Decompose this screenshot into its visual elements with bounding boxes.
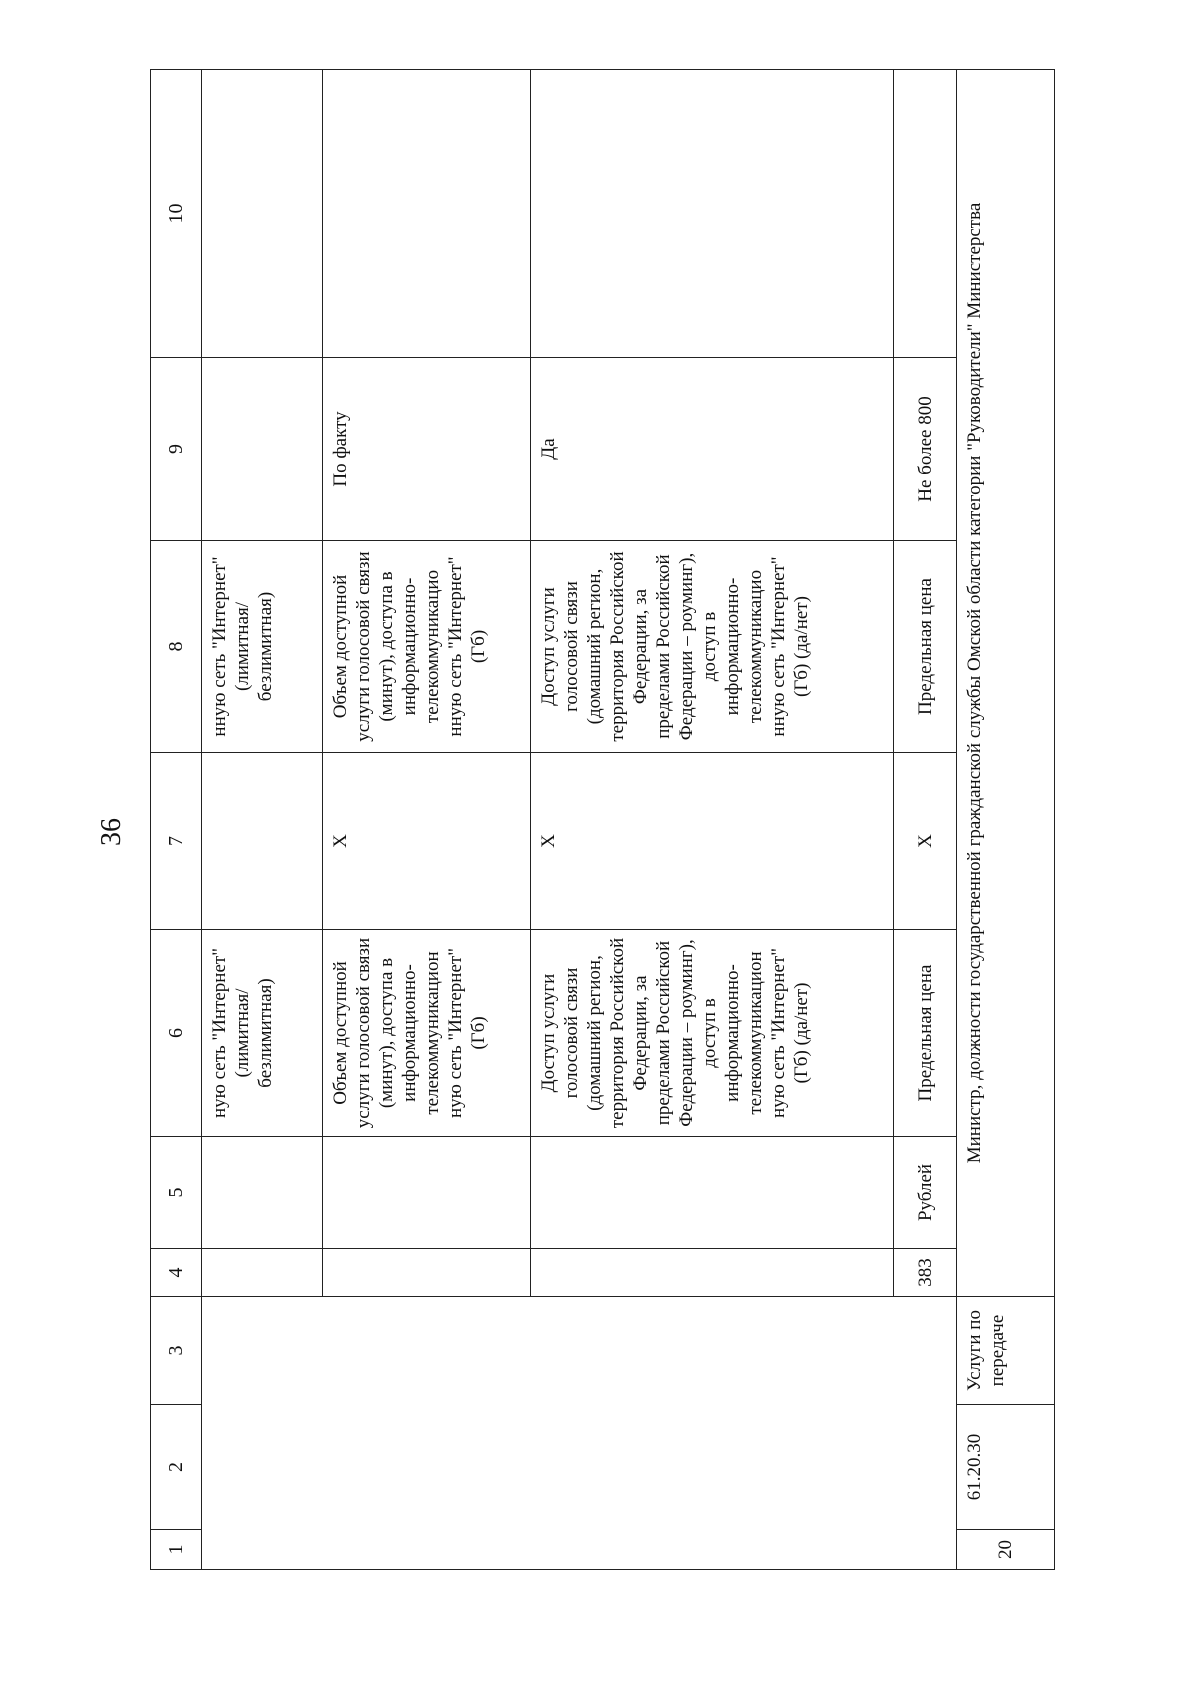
cell-col5: Рублей [894,1137,957,1249]
cell-col7: Х [323,753,531,930]
service-name: Услуги по передаче [957,1297,1055,1405]
page-number: 36 [96,818,127,846]
header-cell: 9 [151,358,202,541]
header-cell: 6 [151,930,202,1137]
okpd-code: 61.20.30 [957,1405,1055,1530]
row-number: 20 [957,1530,1055,1570]
requirements-table [150,69,1055,1570]
empty-cell [202,1137,323,1249]
empty-cell [531,70,894,358]
empty-cell [531,1249,894,1297]
cell-col8: Предельная цена [894,541,957,753]
table-row [202,70,323,1570]
rotated-table-container [150,70,1090,1570]
header-cell: 3 [151,1297,202,1405]
header-cell: 4 [151,1249,202,1297]
cell-col8: нную сеть "Интернет" (лимитная/ безлимитная) [202,541,323,753]
empty-cell [894,70,957,358]
cell-col6: Предельная цена [894,930,957,1137]
cell-col6: Доступ услуги голосовой связи (домашний регион, территория Российской Федерации, за пределами Российской Федерации – роуминг), доступ в информационно-телекоммуникацион ную сеть "Интернет" (Гб) (да/нет) [531,930,894,1137]
empty-cell [531,1137,894,1249]
empty-cell [323,1249,531,1297]
header-row [151,70,202,1570]
header-cell: 2 [151,1405,202,1530]
cell-col7: Х [894,753,957,930]
empty-cell [202,70,323,358]
header-cell: 1 [151,1530,202,1570]
cell-col8: Объем доступной услуги голосовой связи (минут), доступа в информационно-телекоммуникацио нную сеть "Интернет" (Гб) [323,541,531,753]
empty-cell [202,753,323,930]
cell-col9: Не более 800 [894,358,957,541]
cell-col6: Объем доступной услуги голосовой связи (минут), доступа в информационно-телекоммуникацион ную сеть "Интернет" (Гб) [323,930,531,1137]
header-cell: 10 [151,70,202,358]
cell-col6: ную сеть "Интернет" (лимитная/ безлимитная) [202,930,323,1137]
empty-cell [202,358,323,541]
table-row [957,70,1055,1570]
empty-cell [202,1297,957,1570]
category-heading: Министр, должности государственной гражданской службы Омской области категории "Руководители" Министерства [957,70,1055,1297]
empty-cell [323,70,531,358]
header-cell: 8 [151,541,202,753]
cell-col4: 383 [894,1249,957,1297]
cell-col7: Х [531,753,894,930]
header-cell: 7 [151,753,202,930]
empty-cell [323,1137,531,1249]
empty-cell [202,1249,323,1297]
header-cell: 5 [151,1137,202,1249]
cell-col9: По факту [323,358,531,541]
cell-col8: Доступ услуги голосовой связи (домашний регион, территория Российской Федерации, за пределами Российской Федерации – роуминг), доступ в информационно-телекоммуникацио нную сеть "Интернет" (Гб) (да/нет) [531,541,894,753]
cell-col9: Да [531,358,894,541]
